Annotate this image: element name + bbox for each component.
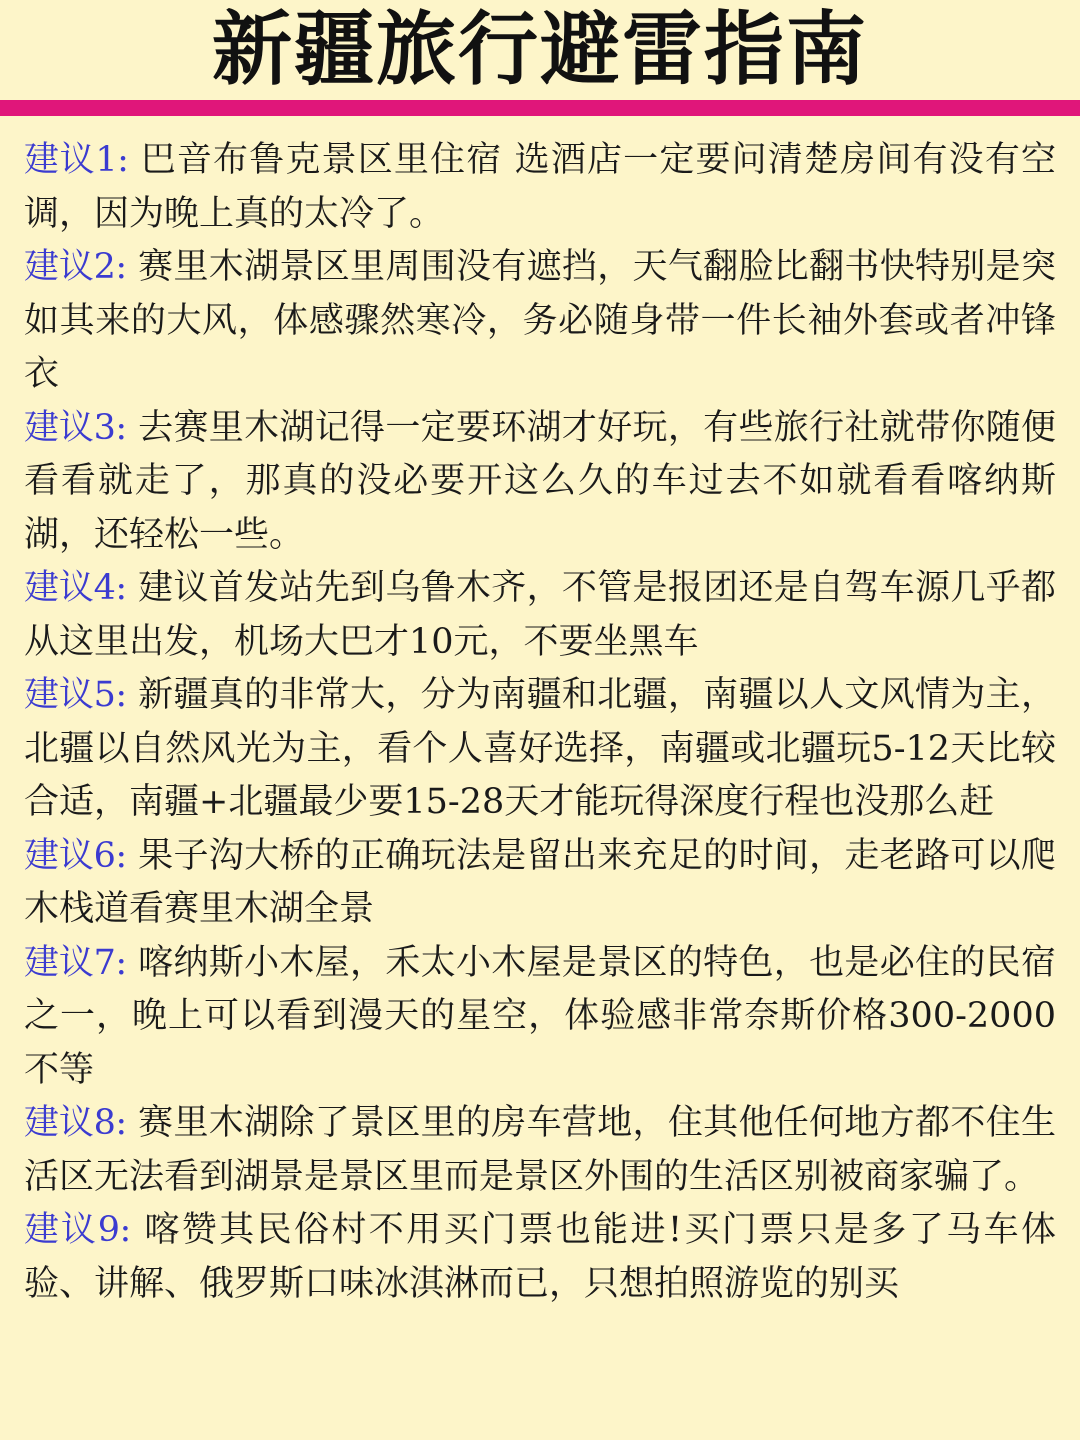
tips-list [24, 134, 1056, 1311]
tip-label: 建议5: [24, 675, 127, 715]
tip-label: 建议1: [24, 140, 129, 180]
tip-label: 建议6: [24, 835, 127, 876]
tip-item [24, 669, 1056, 830]
tip-item [24, 402, 1056, 563]
tip-item [24, 1204, 1056, 1311]
tip-text: 赛里木湖景区里周围没有遮挡，天气翻脸比翻书快特别是突如其来的大风，体感骤然寒冷，务必随身带一件长袖外套或者冲锋衣 [24, 247, 1056, 394]
tip-text: 去赛里木湖记得一定要环湖才好玩，有些旅行社就带你随便看看就走了，那真的没必要开这么久的车过去不如就看看喀纳斯湖，还轻松一些。 [24, 407, 1056, 555]
tip-text: 巴音布鲁克景区里住宿 选酒店一定要问清楚房间有没有空调，因为晚上真的太冷了。 [24, 140, 1056, 234]
tip-text: 喀赞其民俗村不用买门票也能进!买门票只是多了马车体验、讲解、俄罗斯口味冰淇淋而已，只想拍照游览的别买 [24, 1210, 1056, 1304]
tip-item [24, 937, 1056, 1098]
tip-label: 建议3: [24, 407, 127, 448]
tip-text: 喀纳斯小木屋，禾太小木屋是景区的特色，也是必住的民宿之一，晚上可以看到漫天的星空，体验感非常奈斯价格300-2000不等 [24, 942, 1056, 1090]
title-underline-bar [0, 100, 1080, 116]
tip-label: 建议2: [24, 247, 127, 287]
tip-item [24, 134, 1056, 241]
tip-label: 建议8: [24, 1103, 127, 1143]
tip-text: 赛里木湖除了景区里的房车营地，住其他任何地方都不住生活区无法看到湖景是景区里而是景区外围的生活区别被商家骗了。 [24, 1103, 1056, 1197]
tip-label: 建议9: [24, 1210, 131, 1250]
tip-text: 果子沟大桥的正确玩法是留出来充足的时间，走老路可以爬木栈道看赛里木湖全景 [24, 835, 1056, 929]
tip-text: 建议首发站先到乌鲁木齐，不管是报团还是自驾车源几乎都从这里出发，机场大巴才10元，不要坐黑车 [24, 568, 1056, 662]
tip-item [24, 562, 1056, 669]
tip-text: 新疆真的非常大，分为南疆和北疆，南疆以人文风情为主，北疆以自然风光为主，看个人喜好选择，南疆或北疆玩5-12天比较合适，南疆+北疆最少要15-28天才能玩得深度行程也没那么赶 [24, 675, 1056, 822]
page-title: 新疆旅行避雷指南 [212, 3, 868, 96]
tip-item [24, 241, 1056, 402]
tip-item [24, 1097, 1056, 1204]
tip-label: 建议4: [24, 568, 127, 608]
tip-item [24, 830, 1056, 937]
tip-label: 建议7: [24, 942, 127, 983]
